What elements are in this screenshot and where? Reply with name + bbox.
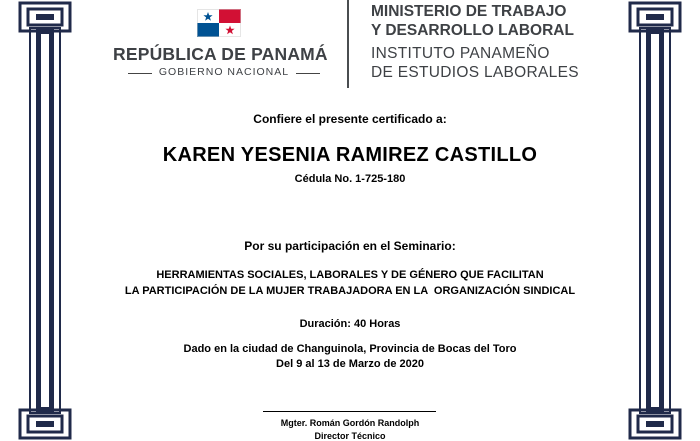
government-text: GOBIERNO NACIONAL bbox=[158, 66, 290, 78]
panama-flag-icon bbox=[197, 9, 241, 37]
id-number: Cédula No. 1-725-180 bbox=[294, 173, 406, 185]
issue-details bbox=[80, 342, 620, 372]
institute-line-2: DE ESTUDIOS LABORALES bbox=[371, 64, 579, 81]
signer-name: Mgter. Román Gordón Randolph bbox=[280, 418, 420, 428]
signer-title: Director Técnico bbox=[314, 431, 386, 441]
seminar-title-line-2: LA PARTICIPACIÓN DE LA MUJER TRABAJADORA EN LA ORGANIZACIÓN SINDICAL bbox=[124, 285, 576, 297]
duration-text: Duración: 40 Horas bbox=[299, 318, 401, 330]
ministry-name bbox=[371, 2, 574, 40]
recipient-name: KAREN YESENIA RAMIREZ CASTILLO bbox=[162, 144, 538, 166]
institute-name bbox=[371, 44, 579, 82]
institute-line-1: INSTITUTO PANAMEÑO bbox=[371, 45, 550, 62]
signature-line bbox=[263, 411, 436, 412]
country-name: REPÚBLICA DE PANAMÁ bbox=[113, 44, 328, 64]
participation-text: Por su participación en el Seminario: bbox=[244, 239, 456, 253]
issue-dates: Del 9 al 13 de Marzo de 2020 bbox=[276, 358, 424, 370]
certificate-header bbox=[0, 0, 700, 95]
government-line-right bbox=[296, 73, 320, 74]
ministry-line-2: Y DESARROLLO LABORAL bbox=[371, 22, 574, 39]
ministry-line-1: MINISTERIO DE TRABAJO bbox=[371, 3, 567, 20]
seminar-title bbox=[80, 267, 620, 299]
confers-text: Confiere el presente certificado a: bbox=[253, 112, 447, 126]
government-label bbox=[128, 66, 320, 80]
header-divider bbox=[347, 0, 349, 88]
seminar-title-line-1: HERRAMIENTAS SOCIALES, LABORALES Y DE GÉNERO QUE FACILITAN bbox=[156, 269, 544, 281]
issue-location: Dado en la ciudad de Changuinola, Provincia de Bocas del Toro bbox=[183, 343, 517, 355]
